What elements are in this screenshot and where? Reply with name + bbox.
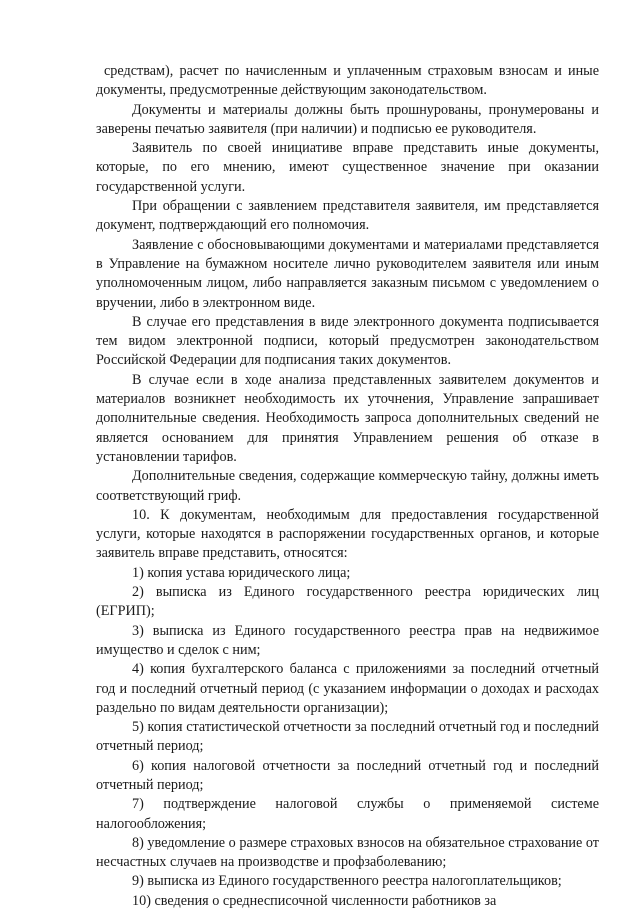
list-item-2: 2) выписка из Единого государственного реестра юридических лиц (ЕГРИП);: [96, 584, 599, 620]
list-item-7: 7) подтверждение налоговой службы о применяемой системе налогообложения;: [96, 796, 599, 832]
paragraph-additional-info-request: В случае если в ходе анализа представленных заявителем документов и материалов возникнет необходимость их уточнения, Управление запрашивает дополнительные сведения. Необходимость запроса дополнительных сведений не является основанием для принятия Управлением решения об отказе в установлении тарифов.: [96, 371, 599, 465]
paragraph-submission-methods: Заявление с обосновывающими документами и материалами представляется в Управление на бумажном носителе лично руководителем заявителя или иным уполномоченным лицом, либо направляется заказным письмом с уведомлением о вручении, либо в электронном виде.: [96, 236, 599, 311]
paragraph-section-10: 10. К документам, необходимым для предоставления государственной услуги, которые находятся в распоряжении государственных органов, и которые заявитель вправе представить, относятся:: [96, 506, 599, 562]
list-item-6: 6) копия налоговой отчетности за последний отчетный год и последний отчетный период;: [96, 757, 599, 793]
list-item-8: 8) уведомление о размере страховых взносов на обязательное страхование от несчастных случаев на производстве и профзаболеванию;: [96, 834, 599, 871]
list-item-5: 5) копия статистической отчетности за последний отчетный год и последний отчетный период;: [96, 719, 599, 755]
document-body: [96, 62, 599, 911]
paragraph-commercial-secret: Дополнительные сведения, содержащие коммерческую тайну, должны иметь соответствующий гриф.: [96, 468, 599, 504]
list-item-3: 3) выписка из Единого государственного реестра прав на недвижимое имущество и сделок с ним;: [96, 622, 599, 658]
list-item-10: 10) сведения о среднесписочной численности работников за: [132, 892, 497, 909]
list-item-9: 9) выписка из Единого государственного реестра налогоплательщиков;: [132, 873, 562, 890]
paragraph-binding-requirements: Документы и материалы должны быть прошнурованы, пронумерованы и заверены печатью заявителя (при наличии) и подписью ее руководителя.: [96, 101, 599, 137]
list-item-1: 1) копия устава юридического лица;: [132, 564, 351, 581]
paragraph-other-documents: Заявитель по своей инициативе вправе представить иные документы, которые, по его мнению, имеют существенное значение при оказании государственной услуги.: [96, 140, 599, 195]
paragraph-electronic-signature: В случае его представления в виде электронного документа подписывается тем видом электронной подписи, который предусмотрен законодательством Российской Федерации для подписания таких документов.: [96, 313, 599, 369]
list-item-4: 4) копия бухгалтерского баланса с приложениями за последний отчетный год и последний отчетный период (с указанием информации о доходах и расходах раздельно по видам деятельности организации);: [96, 661, 599, 716]
paragraph-continuation: средствам), расчет по начисленным и уплаченным страховым взносам и иные документы, предусмотренные действующим законодательством.: [96, 63, 599, 99]
paragraph-representative: При обращении с заявлением представителя заявителя, им представляется документ, подтверждающий его полномочия.: [96, 198, 599, 234]
